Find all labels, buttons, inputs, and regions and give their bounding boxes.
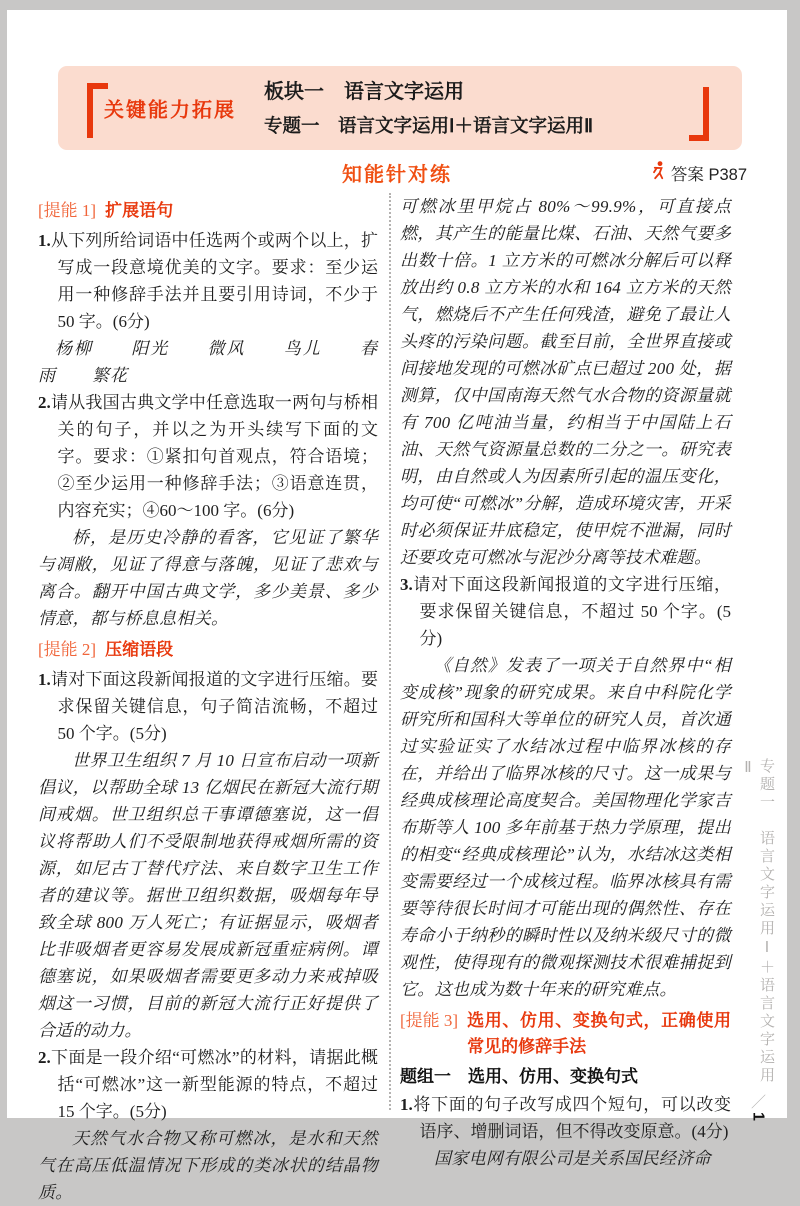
question-group-header: 题组一 选用、仿用、变换句式 [400, 1067, 638, 1086]
skill-tag: [提能 3] [400, 1011, 459, 1030]
answer-person-icon [651, 160, 666, 185]
question-item [38, 389, 378, 524]
skill-tag: [提能 2] [38, 640, 97, 659]
question-item [38, 666, 378, 747]
textbook-page [7, 10, 787, 1202]
skill-header-3 [400, 1008, 731, 1060]
question-text: 请对下面这段新闻报道的文字进行压缩，要求保留关键信息，不超过 50 个字。(5分) [412, 575, 731, 648]
question-text: 从下列所给词语中任选两个或两个以上，扩写成一段意境优美的文字。要求：至少运用一种修辞手法并且要引用诗词，不少于 50 字。(6分) [50, 231, 378, 331]
content-columns [38, 193, 731, 1202]
section-badge: 关键能力拓展 [104, 99, 236, 122]
material-passage: 桥，是历史冷静的看客，它见证了繁华与凋敝，见证了得意与落魄，见证了悲欢与离合。翻开中国古典文学，多少美景、多少情意，都与桥息息相关。 [38, 528, 378, 628]
material-passage: 《自然》发表了一项关于自然界中“相变成核”现象的研究成果。来自中科院化学研究所和国科大等单位的研究人员，首次通过实验证实了水结冰过程中临界冰核的存在，并给出了临界冰核的尺寸。这一成果与经典成核理论高度契合。美国物理化学家吉布斯等人 100 多年前基于热力学原理，提出的相变“经典成核理论”认为，水结冰这类相变需要经过一个成核过程。临界冰核具有需要等待很长时间才可能出现的偶然性、存在寿命小于纳秒的瞬时性以及纳米级尺寸的微观性，使得现有的微观探测技术很难捕捉到它。这也成为数十年来的研究难点。 [400, 656, 731, 999]
page-number: 1 [749, 1112, 767, 1124]
question-text: 请对下面这段新闻报道的文字进行压缩。要求保留关键信息，句子简洁流畅，不超过 50 个字。(5分) [50, 670, 378, 743]
material-passage: 世界卫生组织 7 月 10 日宣布启动一项新倡议，以帮助全球 13 亿烟民在新冠大流行期间戒烟。世卫组织总干事谭德塞说，这一倡议将帮助人们不受限制地获得戒烟所需的资源，如尼古丁替代疗法、来自数字卫生工作者的建议等。据世卫组织数据，吸烟每年导致全球 800 万人死亡；有证据显示，吸烟者比非吸烟者更容易发展成新冠重症病例。谭德塞说，如果吸烟者需要更多动力来戒掉吸烟这一习惯，目前的新冠大流行正好提供了合适的动力。 [38, 751, 378, 1040]
answer-ref-label: 答案 P387 [670, 165, 747, 184]
skill-title: 压缩语段 [105, 640, 174, 659]
corner-bracket-right-icon [689, 87, 709, 141]
header-titles [264, 75, 593, 143]
subheader-row [7, 152, 787, 192]
question-item [400, 571, 731, 652]
word-list: 杨柳 阳光 微风 鸟儿 春雨 繁花 [38, 339, 378, 385]
question-item [400, 1091, 731, 1145]
question-text: 将下面的句子改写成四个短句，可以改变语序、增删词语，但不得改变原意。(4分) [412, 1095, 731, 1141]
question-number: 3. [400, 575, 413, 594]
material-passage-continued: 可燃冰里甲烷占 80%～99.9%，可直接点燃，其产生的能量比煤、石油、天然气要多出数十倍。1 立方米的可燃冰分解后可以释放出约 0.8 立方米的水和 164 立方米的天然气，燃烧后不产生任何残渣，避免了最让人头疼的污染问题。截至目前，全世界直接或间接地发现的可燃冰矿点已超过 200 处，据测算，仅中国南海天然气水合物的资源量就有 700 亿吨油当量，约相当于中国陆上石油、天然气资源量总数的二分之一。研究表明，由自然或人为因素所引起的温压变化，均可使“可燃冰”分解，造成环境灾害，开采时必须保证井底稳定，使甲烷不泄漏，同时还要攻克可燃冰与泥沙分离等技术难题。 [400, 197, 731, 567]
question-text: 请从我国古典文学中任意选取一两句与桥相关的句子，并以之为开头续写下面的文字。要求：①紧扣句首观点，符合语境；②至少运用一种修辞手法；③语意连贯，内容充实；④60～100 字。(6分) [50, 393, 378, 520]
question-text: 下面是一段介绍“可燃冰”的材料，请据此概括“可燃冰”这一新型能源的特点，不超过 15 个字。(5分) [50, 1048, 378, 1121]
question-item [38, 1044, 378, 1125]
skill-header-2 [38, 637, 378, 663]
skill-header-1 [38, 198, 378, 224]
column-divider [389, 193, 391, 1110]
question-item [38, 227, 378, 335]
sidebar-topic-label: 专题一 语言文字运用Ⅰ＋语言文字运用Ⅱ [739, 758, 775, 1085]
skill-title: 扩展语句 [105, 201, 174, 220]
sidebar-separator: ／ [749, 1094, 766, 1113]
skill-title: 选用、仿用、变换句式，正确使用常见的修辞手法 [467, 1011, 731, 1056]
page-edge-sidebar [738, 758, 777, 1124]
question-number: 2. [38, 393, 51, 412]
question-number: 1. [38, 231, 51, 250]
question-number: 1. [400, 1095, 413, 1114]
material-passage: 天然气水合物又称可燃冰，是水和天然气在高压低温情况下形成的类冰状的结晶物质。 [38, 1129, 378, 1202]
question-number: 2. [38, 1048, 51, 1067]
topic-title: 专题一 语言文字运用Ⅰ＋语言文字运用Ⅱ [264, 115, 594, 136]
material-passage: 国家电网有限公司是关系国民经济命 [434, 1149, 711, 1168]
header-banner [58, 66, 742, 150]
practice-section-title: 知能针对练 [342, 164, 452, 186]
left-column [38, 193, 378, 1202]
right-column [400, 193, 731, 1168]
answer-reference [651, 160, 747, 185]
question-number: 1. [38, 670, 51, 689]
skill-tag: [提能 1] [38, 201, 97, 220]
module-title: 板块一 语言文字运用 [264, 81, 464, 103]
